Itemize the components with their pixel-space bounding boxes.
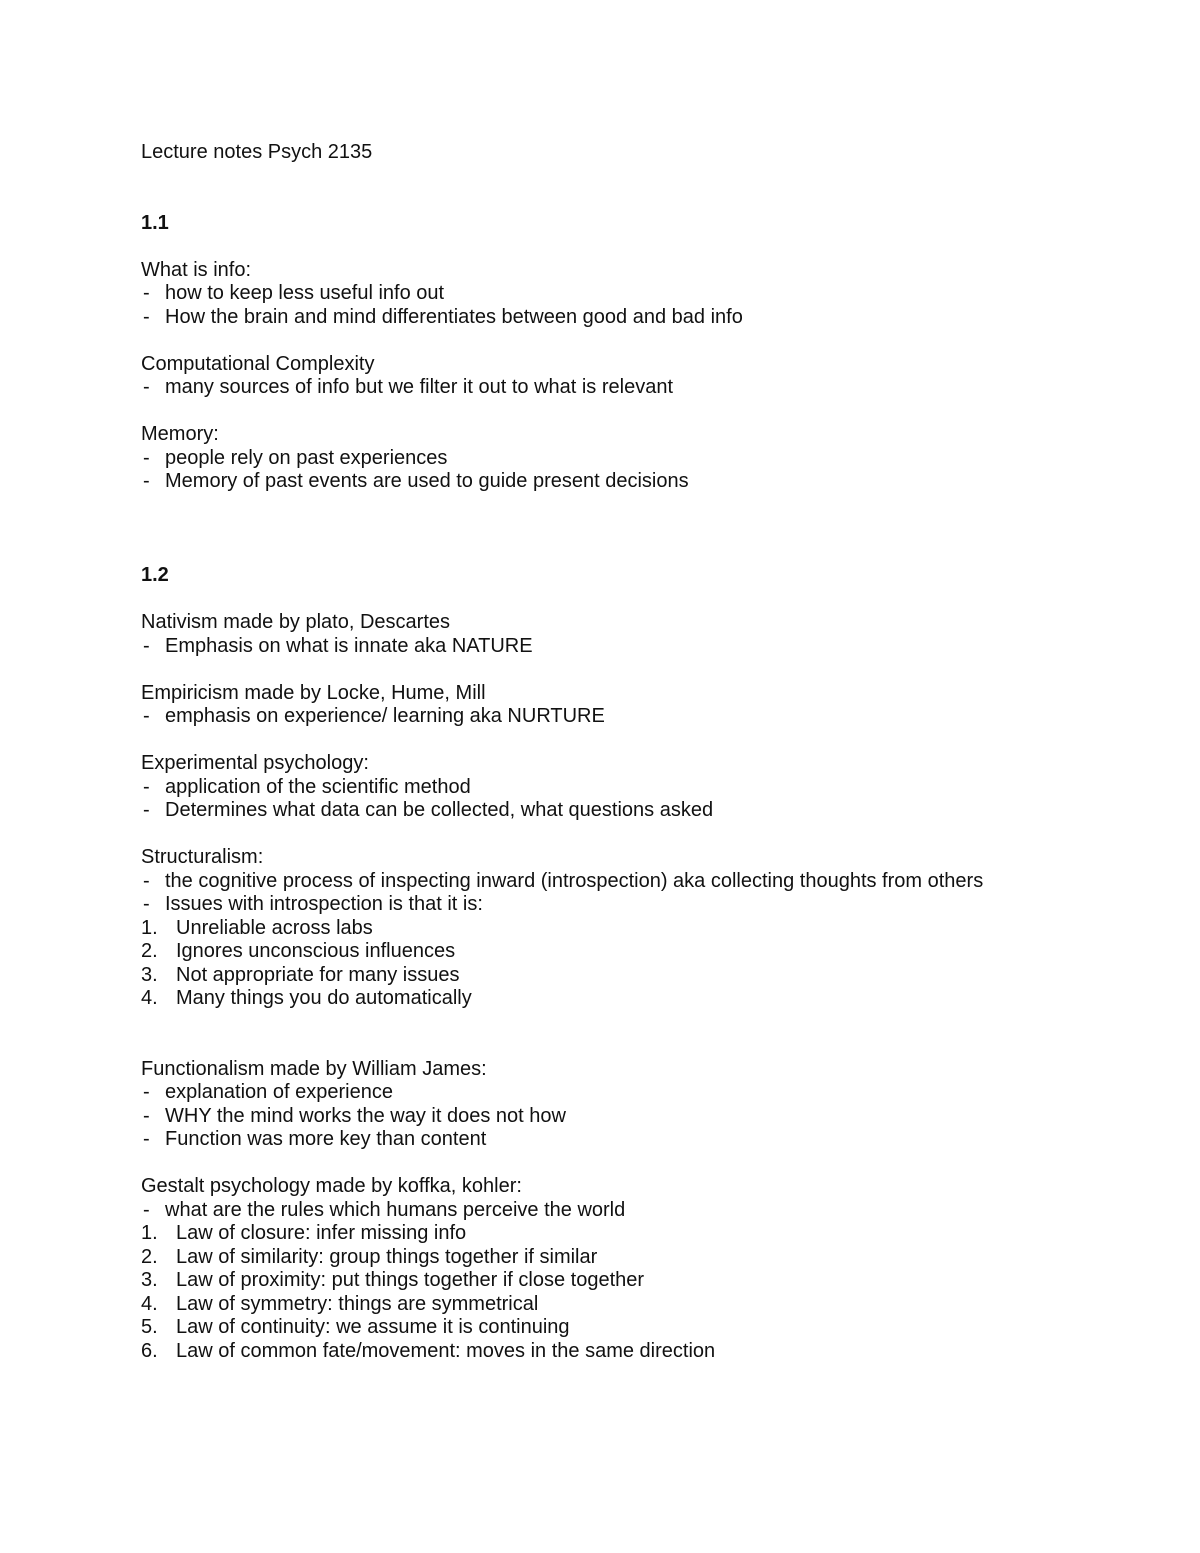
bullet-list: [141, 447, 1041, 494]
list-item: - what are the rules which humans perceive the world: [141, 1199, 1041, 1223]
list-item: - many sources of info but we filter it out to what is relevant: [141, 376, 1041, 400]
block-label: Gestalt psychology made by koffka, kohler:: [141, 1175, 522, 1197]
bullet-list: [141, 705, 1041, 729]
block-label: Nativism made by plato, Descartes: [141, 611, 451, 633]
bullet-list: [141, 635, 1041, 659]
list-item: - how to keep less useful info out: [141, 282, 1041, 306]
block-label: Structuralism:: [141, 846, 264, 868]
list-item: - explanation of experience: [141, 1081, 1041, 1105]
numbered-list: [141, 1222, 1041, 1363]
list-item: 3. Not appropriate for many issues: [141, 963, 460, 986]
bullet-list: [141, 776, 1041, 823]
bullet-list: [141, 870, 1041, 917]
block-label: Computational Complexity: [141, 352, 375, 375]
list-item: 1. Law of closure: infer missing info: [141, 1222, 467, 1244]
section-heading: 1.1: [141, 211, 169, 234]
block-label: Experimental psychology:: [141, 752, 369, 774]
bullet-list: [141, 1199, 1041, 1223]
list-item: 4. Law of symmetry: things are symmetrical: [141, 1292, 539, 1315]
list-item: - Determines what data can be collected, what questions asked: [141, 799, 1041, 823]
bullet-list: [141, 1081, 1041, 1152]
list-item: - people rely on past experiences: [141, 447, 1041, 471]
list-item: - Issues with introspection is that it is:: [141, 893, 1041, 917]
block-label: Empiricism made by Locke, Hume, Mill: [141, 681, 486, 704]
list-item: - Function was more key than content: [141, 1128, 1041, 1152]
block-label: Memory:: [141, 423, 219, 445]
list-item: - the cognitive process of inspecting inward (introspection) aka collecting thoughts from others: [141, 870, 1041, 894]
list-item: 6. Law of common fate/movement: moves in the same direction: [141, 1339, 716, 1362]
list-item: 4. Many things you do automatically: [141, 987, 472, 1009]
document-page: [141, 141, 1041, 1363]
list-item: - WHY the mind works the way it does not how: [141, 1105, 1041, 1129]
list-item: 2. Ignores unconscious influences: [141, 940, 456, 962]
list-item: 2. Law of similarity: group things together if similar: [141, 1245, 598, 1268]
document-title: Lecture notes Psych 2135: [141, 141, 373, 163]
list-item: - emphasis on experience/ learning aka NURTURE: [141, 705, 1041, 729]
list-item: 5. Law of continuity: we assume it is continuing: [141, 1316, 570, 1338]
section-heading: 1.2: [141, 564, 169, 586]
list-item: - How the brain and mind differentiates between good and bad info: [141, 306, 1041, 330]
bullet-list: [141, 282, 1041, 329]
list-item: - Emphasis on what is innate aka NATURE: [141, 635, 1041, 659]
bullet-list: [141, 376, 1041, 400]
list-item: - Memory of past events are used to guide present decisions: [141, 470, 1041, 494]
numbered-list: [141, 917, 1041, 1011]
list-item: 1. Unreliable across labs: [141, 916, 373, 939]
block-label: What is info:: [141, 258, 252, 281]
list-item: - application of the scientific method: [141, 776, 1041, 800]
list-item: 3. Law of proximity: put things together if close together: [141, 1269, 645, 1291]
block-label: Functionalism made by William James:: [141, 1057, 487, 1080]
